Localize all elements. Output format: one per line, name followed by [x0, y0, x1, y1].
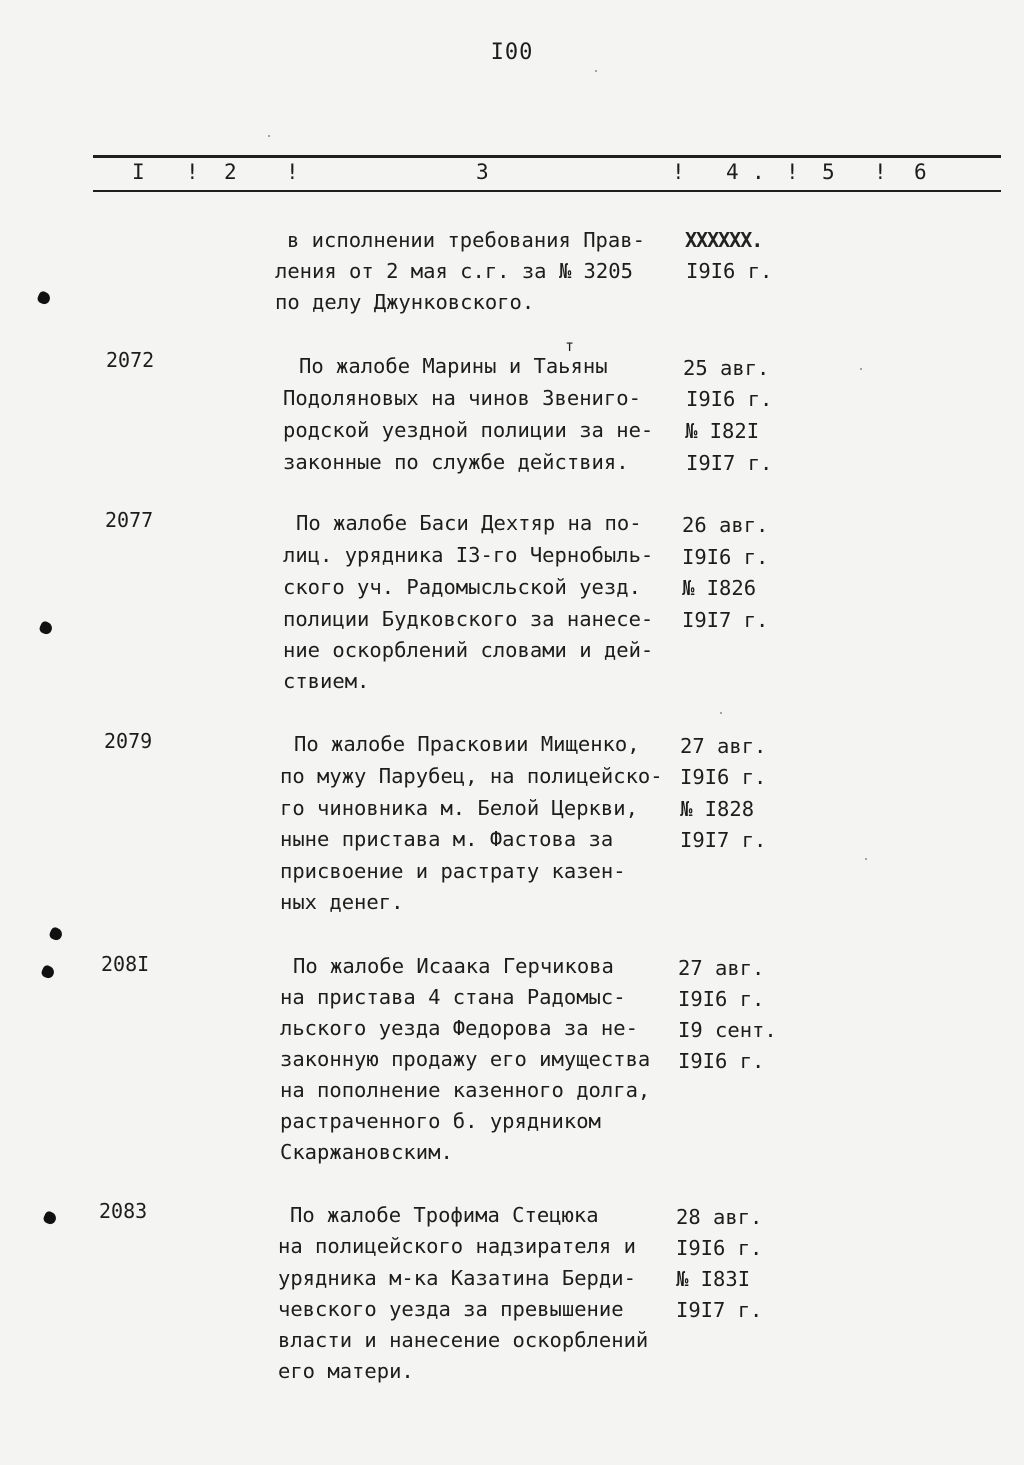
- description-line: его матери.: [278, 1359, 414, 1383]
- binding-hole-mark: [40, 964, 56, 980]
- description-line: ныне пристава м. Фастова за: [280, 827, 614, 851]
- description-line: на пристава 4 стана Радомыс-: [280, 985, 626, 1009]
- description-line: По жалобе Трофима Стецюка: [290, 1203, 599, 1227]
- description-line: на пополнение казенного долга,: [280, 1078, 651, 1102]
- case-number: 2077: [105, 508, 154, 532]
- date-line: I9I7 г.: [680, 828, 767, 852]
- scan-speck: [268, 135, 270, 137]
- description-line: По жалобе Марины и Таьяны: [299, 354, 608, 378]
- scan-speck: [595, 70, 597, 72]
- date-line: I9 сент.: [678, 1018, 777, 1042]
- description-line: ных денег.: [280, 890, 404, 914]
- date-line: I9I7 г.: [682, 608, 769, 632]
- description-line: полиции Будковского за нанесе-: [283, 607, 654, 631]
- binding-hole-mark: [42, 1210, 58, 1226]
- column-separator: !: [786, 160, 799, 184]
- description-line: По жалобе Баси Дехтяр на по-: [296, 511, 642, 535]
- description-line: в исполнении требования Прав-: [287, 228, 645, 252]
- case-number: 2083: [99, 1199, 148, 1223]
- date-line: I9I6 г.: [686, 387, 773, 411]
- description-line: ние оскорблений словами и дей-: [283, 638, 654, 662]
- date-line: I9I6 г.: [676, 1236, 763, 1260]
- description-line: По жалобе Исаака Герчикова: [293, 954, 614, 978]
- description-line: по мужу Парубец, на полицейско-: [280, 764, 663, 788]
- date-line: 28 авг.: [676, 1205, 763, 1229]
- date-line: 25 авг.: [683, 356, 770, 380]
- description-line: законные по службе действия.: [283, 450, 629, 474]
- column-header-2: 2: [224, 160, 237, 184]
- date-line: № I826: [682, 576, 757, 600]
- struck-through-date: XXXXXX.: [685, 228, 763, 252]
- description-line: на полицейского надзирателя и: [278, 1234, 636, 1258]
- scan-speck: [860, 368, 862, 370]
- description-line: родской уездной полиции за не-: [283, 418, 654, 442]
- description-line: ского уч. Радомысльской уезд.: [283, 575, 641, 599]
- description-line: растраченного б. урядником: [280, 1109, 601, 1133]
- description-line: урядника м-ка Казатина Берди-: [278, 1266, 636, 1290]
- column-separator: !: [672, 160, 685, 184]
- date-line: I9I6 г.: [686, 259, 773, 283]
- date-line: 26 авг.: [682, 513, 769, 537]
- description-line: Скаржановским.: [280, 1140, 453, 1164]
- date-line: I9I7 г.: [686, 451, 773, 475]
- date-line: 27 авг.: [680, 734, 767, 758]
- description-line: ления от 2 мая с.г. за № 3205: [275, 259, 633, 283]
- description-line: власти и нанесение оскорблений: [278, 1328, 649, 1352]
- date-line: № I83I: [676, 1267, 751, 1291]
- column-separator: !: [874, 160, 887, 184]
- date-line: 27 авг.: [678, 956, 765, 980]
- description-line: присвоение и растрату казен-: [280, 859, 626, 883]
- date-line: I9I7 г.: [676, 1298, 763, 1322]
- description-line: льского уезда Федорова за не-: [280, 1016, 638, 1040]
- handwritten-correction: т: [565, 337, 575, 355]
- description-line: Подоляновых на чинов Звениго-: [283, 386, 641, 410]
- description-line: по делу Джунковского.: [275, 290, 535, 314]
- column-header-3: 3: [476, 160, 489, 184]
- description-line: го чиновника м. Белой Церкви,: [280, 796, 638, 820]
- column-header-5: 5: [822, 160, 835, 184]
- description-line: законную продажу его имущества: [280, 1047, 651, 1071]
- description-line: ствием.: [283, 669, 370, 693]
- description-line: По жалобе Прасковии Мищенко,: [294, 732, 640, 756]
- case-number: 208I: [101, 952, 150, 976]
- date-line: № I828: [680, 797, 755, 821]
- description-line: лиц. урядника I3-го Чернобыль-: [283, 543, 654, 567]
- binding-hole-mark: [38, 620, 54, 636]
- date-line: № I82I: [685, 419, 760, 443]
- column-separator: !: [286, 160, 299, 184]
- column-header-1: I: [132, 160, 145, 184]
- column-separator: !: [186, 160, 199, 184]
- binding-hole-mark: [36, 290, 52, 306]
- column-header-dot: .: [752, 160, 765, 184]
- binding-hole-mark: [48, 926, 64, 942]
- table-header-bottom-rule: [93, 190, 1001, 192]
- table-header-top-rule: [93, 155, 1001, 158]
- date-line: I9I6 г.: [678, 1049, 765, 1073]
- page-number: I00: [490, 40, 534, 65]
- case-number: 2072: [106, 348, 155, 372]
- scan-speck: [720, 712, 722, 714]
- case-number: 2079: [104, 729, 153, 753]
- column-header-6: 6: [914, 160, 927, 184]
- description-line: чевского уезда за превышение: [278, 1297, 624, 1321]
- date-line: I9I6 г.: [680, 765, 767, 789]
- date-line: I9I6 г.: [678, 987, 765, 1011]
- scan-speck: [865, 858, 867, 860]
- column-header-4: 4: [726, 160, 739, 184]
- date-line: I9I6 г.: [682, 545, 769, 569]
